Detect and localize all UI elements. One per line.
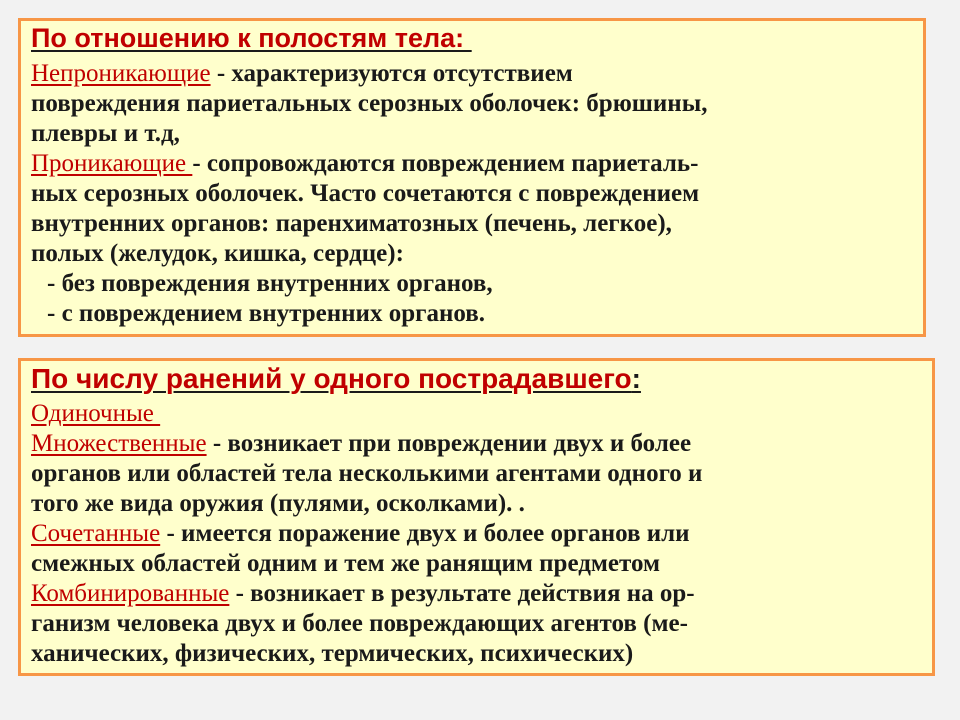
section-heading xyxy=(31,363,641,395)
text-line xyxy=(31,459,702,489)
line-text: - сопровождаются повреждением париеталь- xyxy=(192,150,699,177)
text-line xyxy=(31,89,707,119)
section-heading: По отношению к полостям тела: xyxy=(31,23,472,53)
text-line xyxy=(31,609,688,639)
line-text: ханических, физических, термических, психических) xyxy=(31,640,634,667)
line-text: - характеризуются отсутствием xyxy=(210,60,573,87)
line-text: ных серозных оболочек. Часто сочетаются с повреждением xyxy=(31,180,700,207)
term-single: Одиночные xyxy=(31,400,161,427)
text-line xyxy=(31,399,160,429)
line-text: полых (желудок, кишка, сердце): xyxy=(31,240,404,267)
line-text: - возникает при повреждении двух и более xyxy=(206,430,692,457)
text-line xyxy=(31,149,698,179)
line-text: - возникает в результате действия на ор- xyxy=(229,580,695,607)
text-line xyxy=(31,639,633,669)
line-text: смежных областей одним и тем же ранящим предметом xyxy=(31,550,660,577)
line-text: органов или областей тела несколькими агентами одного и xyxy=(31,460,703,487)
text-line xyxy=(31,179,699,209)
section-heading-text: По числу ранений у одного пострадавшего xyxy=(31,363,632,394)
line-text: внутренних органов: паренхиматозных (печень, легкое), xyxy=(31,210,672,237)
line-text: - с повреждением внутренних органов. xyxy=(47,300,486,327)
text-line xyxy=(31,209,672,239)
text-line xyxy=(31,519,690,549)
section-heading-colon: : xyxy=(631,363,641,394)
line-text: - имеется поражение двух и более органов или xyxy=(160,520,690,547)
text-line xyxy=(31,119,180,149)
penetration-classification-box xyxy=(18,18,926,337)
term-penetrating: Проникающие xyxy=(31,150,193,177)
list-item xyxy=(47,299,485,329)
text-line xyxy=(31,579,695,609)
line-text: повреждения париетальных серозных оболочек: брюшины, xyxy=(31,90,708,117)
line-text: того же вида оружия (пулями, осколками). . xyxy=(31,490,525,517)
wound-count-classification-box xyxy=(18,358,935,676)
line-text: ганизм человека двух и более повреждающих агентов (ме- xyxy=(31,610,688,637)
term-combination-agents: Комбинированные xyxy=(31,580,230,607)
line-text: - без повреждения внутренних органов, xyxy=(47,270,493,297)
term-nonpenetrating: Непроникающие xyxy=(31,60,211,87)
text-line xyxy=(31,239,404,269)
text-line xyxy=(31,59,573,89)
text-line xyxy=(31,489,525,519)
line-text: плевры и т.д, xyxy=(31,120,180,147)
text-line xyxy=(31,429,691,459)
list-item xyxy=(47,269,493,299)
text-line xyxy=(31,549,660,579)
term-combined-injury: Сочетанные xyxy=(31,520,161,547)
term-multiple: Множественные xyxy=(31,430,207,457)
